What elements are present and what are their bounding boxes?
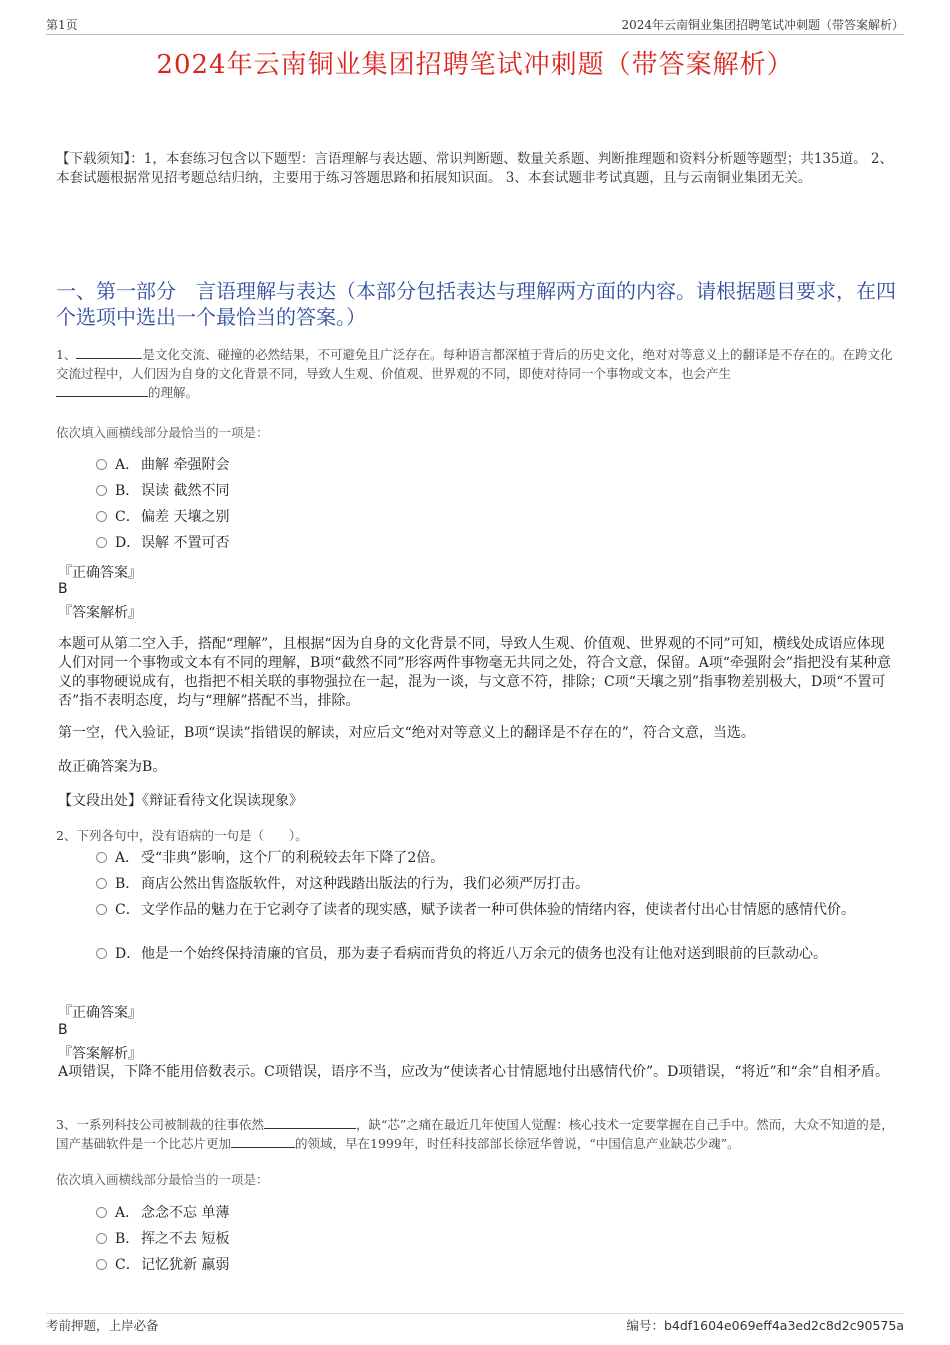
option-c[interactable]: C．偏差 天壤之别 — [96, 507, 896, 528]
option-d[interactable]: D．他是一个始终保持清廉的官员，那为妻子看病而背负的将近八万余元的债务也没有让他对送到眼前的巨款动心。 — [96, 944, 896, 965]
radio-icon[interactable] — [96, 852, 107, 863]
radio-icon[interactable] — [96, 1259, 107, 1270]
question-text: 的领域，早在1999年，时任科技部部长徐冠华曾说，“中国信息产业缺芯少魂”。 — [295, 1136, 740, 1151]
radio-icon[interactable] — [96, 948, 107, 959]
source-citation: 【文段出处】《辩证看待文化误读现象》 — [58, 793, 303, 809]
option-a[interactable]: A． 曲解 牵强附会 — [96, 455, 896, 476]
option-a[interactable]: A． 念念不忘 单薄 — [96, 1203, 896, 1224]
radio-icon[interactable] — [96, 511, 107, 522]
option-c[interactable]: C．文学作品的魅力在于它剥夺了读者的现实感，赋予读者一种可供体验的情绪内容，使读者付出心甘情愿的感情代价。 — [96, 900, 896, 921]
header-doc-title: 2024年云南铜业集团招聘笔试冲刺题（带答案解析） — [621, 18, 904, 32]
analysis-paragraph: A项错误，下降不能用倍数表示。C项错误，语序不当，应改为“使读者心甘情愿地付出感情代价”。D项错误，“将近”和“余”自相矛盾。 — [58, 1064, 889, 1080]
question-text: 是文化交流、碰撞的必然结果，不可避免且广泛存在。每种语言都深植于背后的历史文化，绝对对等意义上的翻译是不存在的。在跨文化交流过程中，人们因为自身的文化背景不同，导致人生观、价值观、世界观的不同，即使对待同一个事物或文本，也会产生 — [56, 347, 893, 381]
question-number: 2、 — [56, 828, 77, 843]
question-text: 一系列科技公司被制裁的往事依然 — [76, 1117, 264, 1132]
option-a[interactable]: A． 受“非典”影响，这个厂的利税较去年下降了2倍。 — [96, 848, 896, 869]
page-footer — [46, 1313, 904, 1334]
radio-icon[interactable] — [96, 485, 107, 496]
question-3-stem — [56, 1115, 901, 1153]
fill-blank — [231, 1135, 295, 1148]
correct-answer: B — [58, 1022, 68, 1038]
analysis-paragraph: 第一空，代入验证，B项“误读”指错误的解读，对应后文“绝对对等意义上的翻译是不存在的”，符合文意，当选。 — [58, 725, 755, 741]
section-title: 一、第一部分 言语理解与表达（本部分包括表达与理解两方面的内容。请根据题目要求，在四个选项中选出一个最恰当的答案。） — [56, 279, 896, 329]
download-notice: 【下载须知】：1，本套练习包含以下题型：言语理解与表达题、常识判断题、数量关系题、判断推理题和资料分析题等题型；共135道。 2、本套试题根据常见招考题总结归纳，主要用于练习答题思路和拓展知识面。 3、本套试题非考试真题，且与云南铜业集团无关。 — [56, 151, 893, 186]
question-number: 3、 — [56, 1117, 77, 1132]
question-text: 的理解。 — [148, 385, 199, 400]
footer-slogan: 考前押题，上岸必备 — [46, 1318, 159, 1333]
radio-icon[interactable] — [96, 904, 107, 915]
document-title: 2024年云南铜业集团招聘笔试冲刺题（带答案解析） — [156, 50, 794, 80]
option-c[interactable]: C．记忆犹新 羸弱 — [96, 1255, 896, 1276]
instruction: 依次填入画横线部分最恰当的一项是： — [56, 425, 269, 440]
analysis-label: 『答案解析』 — [58, 605, 142, 621]
option-b[interactable]: B． 商店公然出售盗版软件，对这种践踏出版法的行为，我们必须严厉打击。 — [96, 874, 896, 895]
radio-icon[interactable] — [96, 1233, 107, 1244]
option-b[interactable]: B． 挥之不去 短板 — [96, 1229, 896, 1250]
correct-answer-label: 『正确答案』 — [58, 565, 142, 581]
fill-blank — [56, 384, 148, 397]
correct-answer-label: 『正确答案』 — [58, 1005, 142, 1021]
fill-blank — [76, 346, 142, 359]
footer-code: 编号：b4df1604e069eff4a3ed2c8d2c90575a — [626, 1318, 904, 1333]
fill-blank — [264, 1116, 356, 1129]
analysis-label: 『答案解析』 — [58, 1046, 142, 1062]
correct-answer: B — [58, 581, 68, 597]
instruction: 依次填入画横线部分最恰当的一项是： — [56, 1172, 269, 1187]
radio-icon[interactable] — [96, 537, 107, 548]
question-text: ，缺“芯”之痛在最近几年使国人觉醒：核心技术一定要掌握在自己手中。然而，大众不知道的是，国产基础软件是一个比芯片更加 — [56, 1117, 894, 1151]
page-number: 第1页 — [46, 18, 78, 32]
analysis-paragraph: 故正确答案为B。 — [58, 759, 167, 775]
question-2-stem — [56, 826, 901, 845]
radio-icon[interactable] — [96, 459, 107, 470]
radio-icon[interactable] — [96, 1207, 107, 1218]
option-d[interactable]: D．误解 不置可否 — [96, 533, 896, 554]
page-header — [46, 14, 904, 35]
radio-icon[interactable] — [96, 878, 107, 889]
question-1-stem — [56, 345, 901, 402]
analysis-paragraph: 本题可从第二空入手，搭配“理解”，且根据“因为自身的文化背景不同，导致人生观、价值观、世界观的不同”可知，横线处成语应体现人们对同一个事物或文本有不同的理解，B项“截然不同”形容两件事物毫无共同之处，符合文意，保留。A项“牵强附会”指把没有某种意义的事物硬说成有，也指把不相关联的事物强拉在一起，混为一谈，与文意不符，排除；C项“天壤之别”指事物差别极大，D项“不置可否”指不表明态度，均与“理解”搭配不当，排除。 — [58, 636, 892, 709]
option-b[interactable]: B． 误读 截然不同 — [96, 481, 896, 502]
question-text: 下列各句中，没有语病的一句是（ ）。 — [76, 828, 308, 843]
question-number: 1、 — [56, 347, 77, 362]
